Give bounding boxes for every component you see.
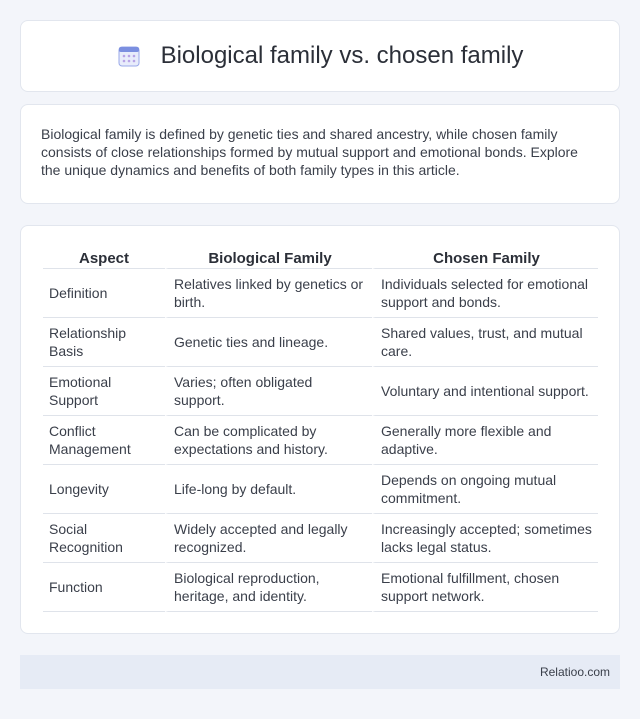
table-row (43, 416, 598, 465)
table-header-row (43, 244, 598, 269)
column-header-aspect: Aspect (43, 244, 165, 269)
table-row (43, 269, 598, 318)
chosen-cell: Shared values, trust, and mutual care. (372, 318, 598, 367)
aspect-cell: Social Recognition (43, 514, 165, 563)
footer-site-link[interactable]: Relatioo.com (539, 665, 610, 679)
table-row (43, 514, 598, 563)
table-row (43, 318, 598, 367)
chosen-cell: Emotional fulfillment, chosen support network. (372, 563, 598, 612)
aspect-cell: Conflict Management (43, 416, 165, 465)
footer (20, 655, 620, 689)
biological-cell: Life-long by default. (165, 465, 372, 514)
chosen-cell: Depends on ongoing mutual commitment. (372, 465, 598, 514)
chosen-cell: Generally more flexible and adaptive. (372, 416, 598, 465)
biological-cell: Genetic ties and lineage. (165, 318, 372, 367)
column-header-biological: Biological Family (165, 244, 372, 269)
chosen-cell: Individuals selected for emotional support and bonds. (372, 269, 598, 318)
chosen-cell: Increasingly accepted; sometimes lacks legal status. (372, 514, 598, 563)
title-card (20, 20, 620, 92)
biological-cell: Widely accepted and legally recognized. (165, 514, 372, 563)
aspect-cell: Function (43, 563, 165, 612)
aspect-cell: Longevity (43, 465, 165, 514)
calendar-icon (117, 44, 141, 68)
table-row (43, 367, 598, 416)
biological-cell: Varies; often obligated support. (165, 367, 372, 416)
chosen-cell: Voluntary and intentional support. (372, 367, 598, 416)
aspect-cell: Definition (43, 269, 165, 318)
comparison-table-card (20, 225, 620, 634)
biological-cell: Relatives linked by genetics or birth. (165, 269, 372, 318)
table-row (43, 563, 598, 612)
table-row (43, 465, 598, 514)
biological-cell: Can be complicated by expectations and history. (165, 416, 372, 465)
column-header-chosen: Chosen Family (372, 244, 598, 269)
aspect-cell: Emotional Support (43, 367, 165, 416)
aspect-cell: Relationship Basis (43, 318, 165, 367)
biological-cell: Biological reproduction, heritage, and identity. (165, 563, 372, 612)
intro-card (20, 104, 620, 204)
comparison-table (43, 244, 598, 612)
intro-text: Biological family is defined by genetic ties and shared ancestry, while chosen family consists of close relationships formed by mutual support and emotional bonds. Explore the unique dynamics and benefits of both family types in this article. (41, 126, 578, 178)
page-title: Biological family vs. chosen family (160, 42, 524, 69)
